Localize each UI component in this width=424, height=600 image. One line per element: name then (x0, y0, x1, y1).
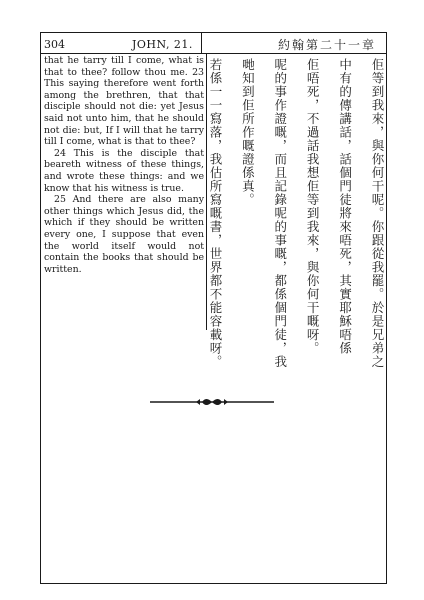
english-text (44, 55, 204, 275)
chinese-column: 佢唔死，不過話我想佢等到我來，與你何干嘅呀。 (305, 58, 321, 355)
bottom-border (40, 583, 387, 584)
header-rule (40, 53, 386, 54)
paragraph-verse-25: 25 And there are also many other things which Jesus did, the which if they should be written every one, I suppose that even the world itself would not contain the books that should be written. (44, 194, 204, 275)
left-border (40, 32, 41, 584)
column-divider (206, 54, 207, 330)
header-divider (201, 33, 202, 53)
chinese-column: 佢等到我來，與你何干呢。你跟從我罷。於是兄弟之 (369, 58, 385, 369)
paragraph-verse-22-23: that he tarry till I come, what is that to thee? follow thou me. 23 This saying therefore went forth among the brethren, that that disciple should not die: yet Jesus said not unto him, that he should not die: but, If I will that he tarry till I come, what is that to thee? (44, 55, 204, 148)
right-border (386, 32, 387, 584)
top-border (40, 32, 387, 33)
paragraph-verse-24: 24 This is the disciple that beareth witness of these things, and wrote these things: and we know that his witness is true. (44, 147, 204, 194)
page-header (40, 36, 384, 54)
chinese-column: 若係一一寫落，我估所寫嘅書，世界都不能容載呀。 (208, 58, 223, 369)
chinese-column: 哋知到佢所作嘅證係真。 (240, 58, 256, 207)
chinese-heading: 約翰第二十一章 (278, 38, 377, 52)
chinese-column: 中有的傳講話，話個門徒將來唔死，其實耶穌唔係 (337, 58, 353, 355)
chinese-text (208, 58, 385, 369)
page-number: 304 (44, 38, 65, 51)
running-head: JOHN, 21. (132, 38, 193, 51)
end-ornament (148, 394, 276, 410)
chinese-column: 呢的事作證嘅，而且記錄呢的事嘅，都係個門徒，我 (272, 58, 288, 369)
